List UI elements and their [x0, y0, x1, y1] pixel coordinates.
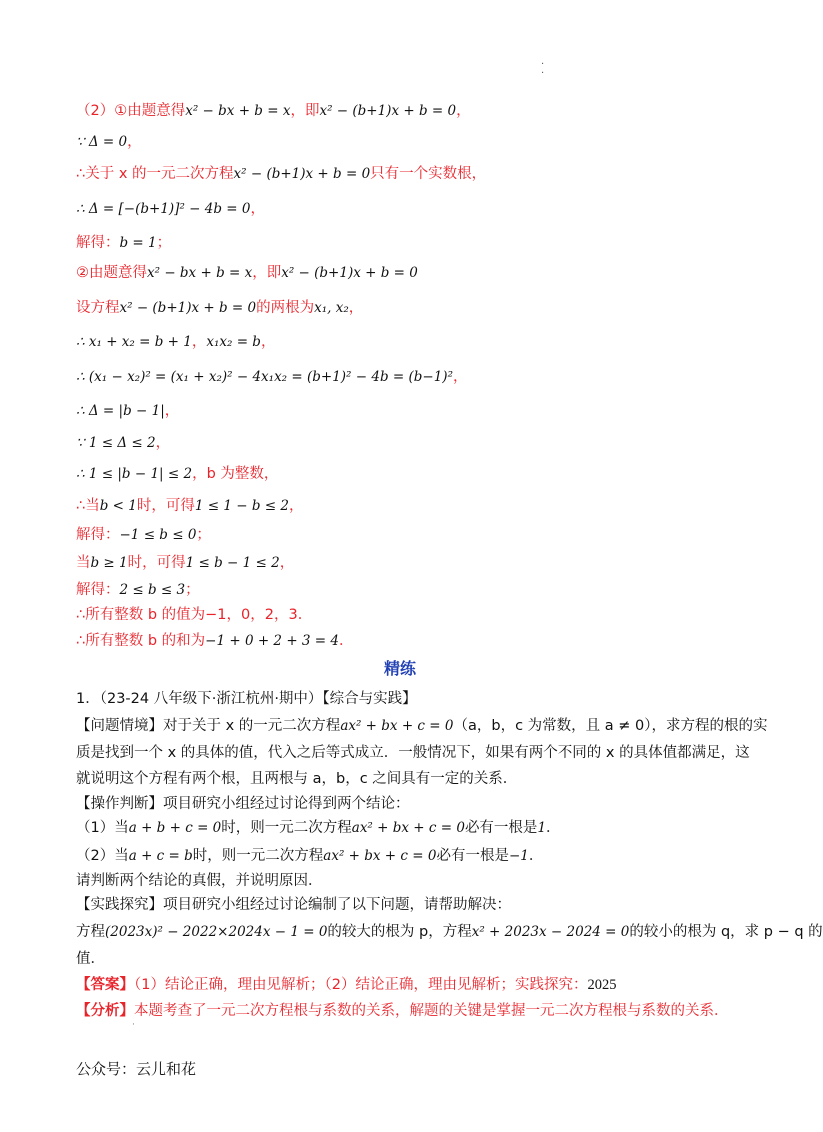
solution-line-3: ∴关于 x 的一元二次方程x² − (b+1)x + b = 0只有一个实数根， — [76, 166, 487, 182]
solution-line-16: 解得：2 ≤ b ≤ 3； — [76, 582, 200, 598]
analysis-line: 【分析】本题考查了一元二次方程根与系数的关系，解题的关键是掌握一元二次方程根与系数的关系． — [76, 1003, 729, 1019]
problem-line-11: 值． — [76, 951, 105, 967]
problem-line-9: 【实践探究】项目研究小组经过讨论编制了以下问题，请帮助解决： — [76, 897, 511, 913]
solution-line-12: ∴ 1 ≤ |b − 1| ≤ 2，b 为整数， — [76, 466, 279, 482]
solution-line-17: ∴所有整数 b 的值为−1，0，2，3． — [76, 607, 313, 623]
problem-line-5: 【操作判断】项目研究小组经过讨论得到两个结论： — [76, 796, 410, 812]
corner-dots: · · — [541, 59, 545, 79]
problem-header: 1．（23-24 八年级下·浙江杭州·期中）【综合与实践】 — [76, 691, 417, 707]
problem-line-10: 方程(2023x)² − 2022×2024x − 1 = 0的较大的根为 p，方程x² + 2023x − 2024 = 0的较小的根为 q，求 p − q 的 — [76, 924, 823, 940]
problem-line-4: 就说明这个方程有两个根，且两根与 a，b，c 之间具有一定的关系． — [76, 771, 518, 787]
section-title: 精练 — [383, 659, 416, 678]
problem-line-6: （1）当a + b + c = 0时，则一元二次方程ax² + bx + c = 0必有一根是1． — [76, 820, 561, 836]
problem-line-2: 【问题情境】对于关于 x 的一元二次方程ax² + bx + c = 0（a，b，c 为常数，且 a ≠ 0），求方程的根的实 — [76, 718, 768, 734]
solution-line-4: ∴ Δ = [−(b+1)]² − 4b = 0， — [76, 201, 265, 217]
solution-line-1: （2）①由题意得x² − bx + b = x，即x² − (b+1)x + b = 0， — [76, 103, 471, 119]
tiny-mark: · — [132, 1020, 135, 1030]
solution-line-2: ∵ Δ = 0， — [76, 134, 142, 150]
solution-line-10: ∴ Δ = |b − 1|， — [76, 403, 180, 419]
analysis-label: 【分析】 — [76, 1003, 134, 1019]
footer-account: 公众号：云儿和花 — [76, 1060, 197, 1078]
solution-line-15: 当b ≥ 1时，可得1 ≤ b − 1 ≤ 2， — [76, 555, 295, 571]
problem-line-3: 质是找到一个 x 的具体的值，代入之后等式成立．一般情况下，如果有两个不同的 x 的具体值都满足，这 — [76, 745, 750, 761]
problem-line-8: 请判断两个结论的真假，并说明原因． — [76, 873, 323, 889]
solution-line-18: ∴所有整数 b 的和为−1 + 0 + 2 + 3 = 4． — [76, 633, 354, 649]
answer-line: 【答案】（1）结论正确，理由见解析；（2）结论正确，理由见解析；实践探究：2025 — [76, 977, 617, 993]
answer-label: 【答案】 — [76, 977, 134, 993]
solution-line-7: 设方程x² − (b+1)x + b = 0的两根为x₁, x₂， — [76, 300, 364, 316]
solution-line-8: ∴ x₁ + x₂ = b + 1，x₁x₂ = b， — [76, 334, 276, 350]
solution-line-13: ∴当b < 1时，可得1 ≤ 1 − b ≤ 2， — [76, 498, 304, 514]
solution-line-11: ∵ 1 ≤ Δ ≤ 2， — [76, 435, 171, 451]
solution-line-9: ∴ (x₁ − x₂)² = (x₁ + x₂)² − 4x₁x₂ = (b+1)² − 4b = (b−1)²， — [76, 369, 468, 385]
solution-line-6: ②由题意得x² − bx + b = x，即x² − (b+1)x + b = 0 — [76, 265, 418, 281]
solution-line-5: 解得：b = 1； — [76, 235, 172, 251]
solution-line-14: 解得：−1 ≤ b ≤ 0； — [76, 527, 211, 543]
problem-line-7: （2）当a + c = b时，则一元二次方程ax² + bx + c = 0必有一根是−1． — [76, 848, 544, 864]
